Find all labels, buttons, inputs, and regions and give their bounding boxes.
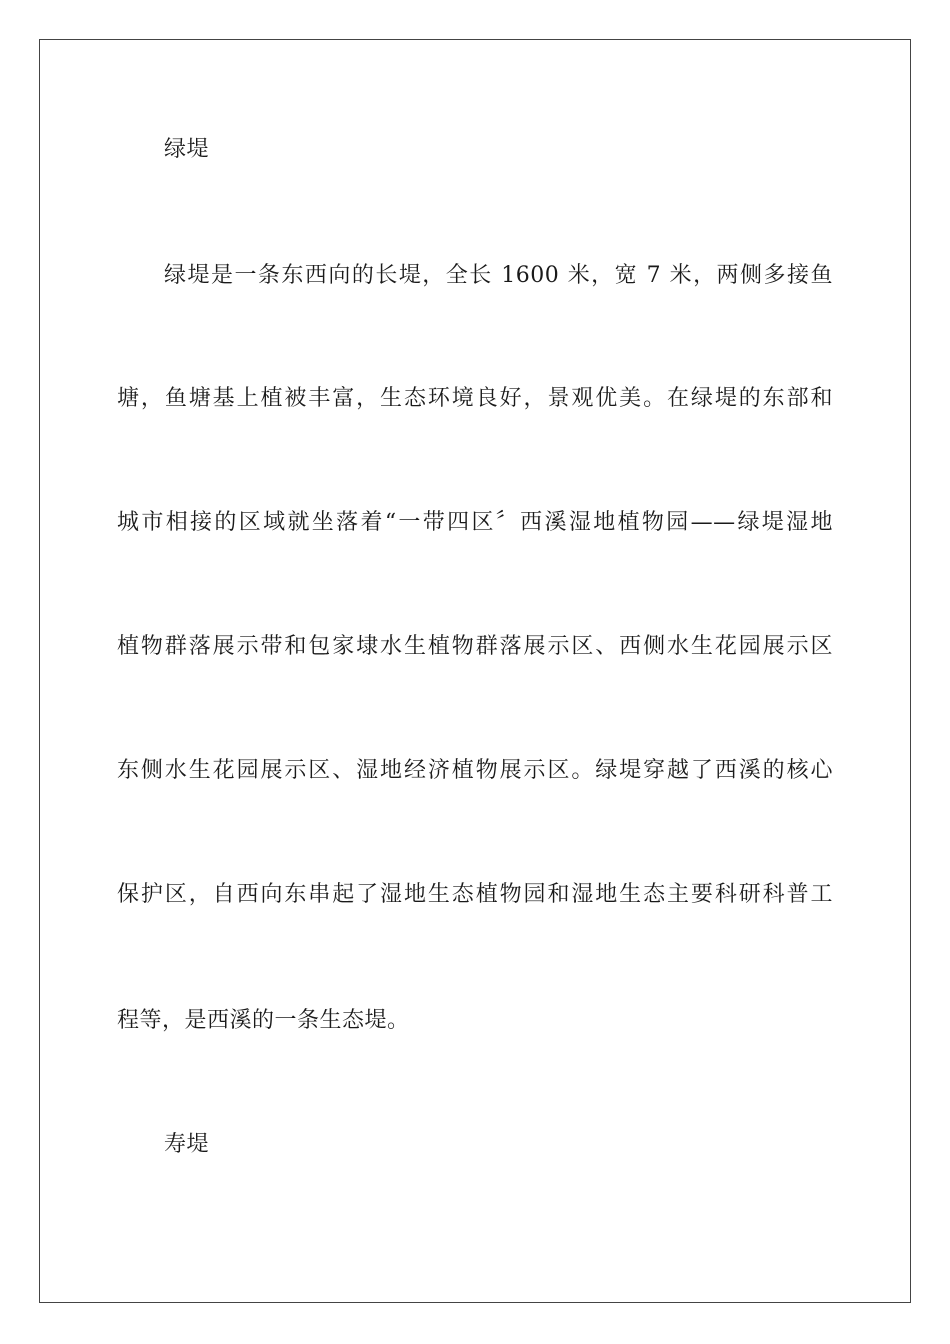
- paragraph-line: 保护区，自西向东串起了湿地生态植物园和湿地生态主要科研科普工: [117, 882, 833, 907]
- paragraph-line: 程等，是西溪的一条生态堤。: [117, 1008, 410, 1033]
- section-heading-lvdi: 绿堤: [164, 137, 210, 162]
- paragraph-line: 塘，鱼塘基上植被丰富，生态环境良好，景观优美。在绿堤的东部和: [117, 386, 833, 411]
- paragraph-line: 植物群落展示带和包家埭水生植物群落展示区、西侧水生花园展示区: [117, 634, 833, 659]
- section-heading-shoudi: 寿堤: [164, 1132, 210, 1157]
- paragraph-line: 东侧水生花园展示区、湿地经济植物展示区。绿堤穿越了西溪的核心: [117, 758, 833, 783]
- paragraph-line: 绿堤是一条东西向的长堤，全长 1600 米，宽 7 米，两侧多接鱼: [164, 263, 833, 288]
- page-border: [39, 39, 911, 1303]
- paragraph-line: 城市相接的区域就坐落着“一带四区〞西溪湿地植物园——绿堤湿地: [117, 510, 833, 535]
